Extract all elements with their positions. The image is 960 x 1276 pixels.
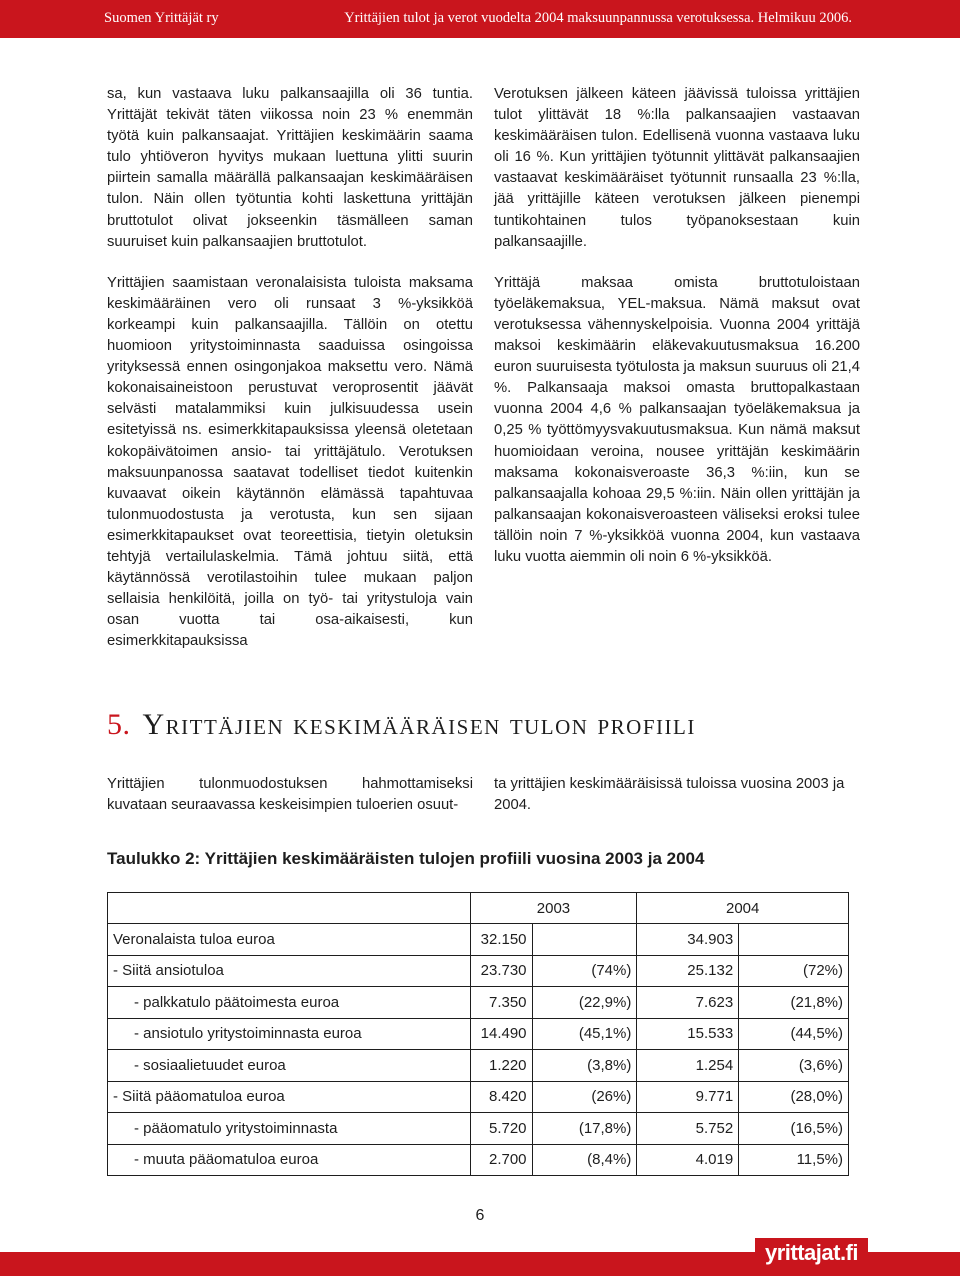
cell-2003-share: (8,4%) <box>532 1144 637 1176</box>
brand-logo[interactable]: yrittajat.fi <box>755 1238 868 1268</box>
section-title: Yrittäjien keskimääräisen tulon profiili <box>142 708 696 741</box>
page-number: 6 <box>475 1207 485 1224</box>
table-row <box>108 1018 849 1050</box>
table-row <box>108 924 849 956</box>
cell-2004-share: (72%) <box>739 955 849 987</box>
column-header-2004: 2004 <box>637 893 849 924</box>
paragraph: Yrittäjien saamistaan veronalaisista tuloista maksama keskimääräinen vero oli runsaat 3 %-yksikköä korkeampi kuin palkansaajilla. Tällöin on otettu huomioon yritystoiminnasta saaduissa osingoissa yrityksessä ennen osingonjakoa maksettu vero. Nämä kokonaisaineistoon perustuvat veroprosentit jäävät selvästi matalammiksi kuin julkisuudessa usein esitetyissä ns. esimerkkitapauksissa yleensä oletetaan kokopäivätoimen ansio- tai yrittäjätulo. Verotuksen maksuunpanossa saatavat todelliset tiedot kuitenkin kuvaavat oikein käytännön elämässä tapahtuvaa tulonmuodostusta ja verotusta, kun sen sijaan esimerkkitapaukset ovat teoreettisia, tietyin oletuksin tehtyjä vertailulaskelmia. Tämä johtuu siitä, että käytännössä verotilastoihin tulee mukaan paljon sellaisia henkilöitä, joilla on työ- tai yritystuloja vain osan vuotta tai osa-aikaisesti, kun esimerkkitapauksissa <box>107 274 473 650</box>
cell-2004-value: 5.752 <box>637 1113 739 1145</box>
cell-2004-share: (44,5%) <box>739 1018 849 1050</box>
cell-2004-share: (3,6%) <box>739 1050 849 1082</box>
section-heading <box>107 708 696 742</box>
table-title: Taulukko 2: Yrittäjien keskimääräisten tulojen profiili vuosina 2003 ja 2004 <box>107 849 705 868</box>
cell-2004-value: 34.903 <box>637 924 739 956</box>
cell-2003-value: 7.350 <box>470 987 532 1019</box>
paragraph: Yrittäjä maksaa omista bruttotuloistaan työeläkemaksua, YEL-maksua. Nämä maksut ovat verotuksessa vähennyskelpoisia. Vuonna 2004 yrittäjä maksoi keskimäärin eläkevakuutusmaksua 16.200 euron suuruisesta työtulosta ja maksun suuruus oli 21,4 %. Palkansaaja maksoi omasta bruttopalkastaan vuonna 2004 4,6 % palkansaajan työeläkemaksua ja 0,25 % työttömyysvakuutusmaksua. Kun nämä maksut huomioidaan veroina, nousee yrittäjän keskimäärin maksama kokonaisveroaste 36,3 %:iin, kun se palkansaajalla kohoaa 29,5 %:iin. Näin ollen yrittäjän ja palkansaajan kokonaisveroasteen väliseksi eroksi tulee tällöin noin 7 %-yksikköä vuonna 2004, kun vastaava luku vuotta aiemmin oli noin 6 %-yksikköä. <box>494 274 860 565</box>
paragraph: sa, kun vastaava luku palkansaajilla oli 36 tuntia. Yrittäjät tekivät täten viikossa noin 23 % enemmän työtä kuin palkansaajat. Yrittäjien keskimäärin saama tulo yhtiöveron hyvitys mukaan luettuna ylitti suurin piirtein samalla määrällä palkansaajan keskimääräisen tulon. Näin ollen työtuntia kohti laskettuna yrittäjän bruttotulot olivat jokseenkin täsmälleen saman suuruiset kuin palkansaajien bruttotulot. <box>107 86 473 250</box>
page-header <box>0 0 960 38</box>
cell-2003-value: 23.730 <box>470 955 532 987</box>
row-label: Veronalaista tuloa euroa <box>108 924 471 956</box>
table-header-row <box>108 893 849 924</box>
cell-2004-share <box>739 924 849 956</box>
cell-2003-share: (74%) <box>532 955 637 987</box>
cell-2004-share: (16,5%) <box>739 1113 849 1145</box>
cell-2003-share: (17,8%) <box>532 1113 637 1145</box>
cell-2004-value: 4.019 <box>637 1144 739 1176</box>
cell-2004-value: 1.254 <box>637 1050 739 1082</box>
text-column-left <box>107 84 473 672</box>
text-column-right <box>494 84 860 588</box>
section-number: 5. <box>107 708 131 741</box>
row-label: - pääomatulo yritystoiminnasta <box>108 1113 471 1145</box>
intro-paragraph-right: ta yrittäjien keskimääräisissä tuloissa vuosina 2003 ja 2004. <box>494 776 845 814</box>
cell-2004-value: 25.132 <box>637 955 739 987</box>
table-row <box>108 1144 849 1176</box>
income-profile-table <box>107 892 849 1176</box>
table-row <box>108 1081 849 1113</box>
cell-2003-share: (45,1%) <box>532 1018 637 1050</box>
column-header-2003: 2003 <box>470 893 637 924</box>
cell-2003-share: (26%) <box>532 1081 637 1113</box>
cell-2003-share: (3,8%) <box>532 1050 637 1082</box>
cell-2003-share: (22,9%) <box>532 987 637 1019</box>
cell-2003-value: 32.150 <box>470 924 532 956</box>
cell-2004-share: (21,8%) <box>739 987 849 1019</box>
header-organization: Suomen Yrittäjät ry <box>104 10 219 26</box>
table-row <box>108 1050 849 1082</box>
row-label: - Siitä pääomatuloa euroa <box>108 1081 471 1113</box>
row-label: - palkkatulo päätoimesta euroa <box>108 987 471 1019</box>
table-row <box>108 987 849 1019</box>
cell-2004-value: 7.623 <box>637 987 739 1019</box>
row-label: - ansiotulo yritystoiminnasta euroa <box>108 1018 471 1050</box>
row-label: - Siitä ansiotuloa <box>108 955 471 987</box>
cell-2003-value: 2.700 <box>470 1144 532 1176</box>
cell-2004-share: 11,5%) <box>739 1144 849 1176</box>
cell-2003-value: 8.420 <box>470 1081 532 1113</box>
row-label: - sosiaalietuudet euroa <box>108 1050 471 1082</box>
paragraph: Verotuksen jälkeen käteen jäävissä tuloissa yrittäjien tulot ylittävät 18 %:lla palkansaajien vastaavan keskimääräisen tulon. Edellisenä vuonna vastaava luku oli 16 %. Kun yrittäjien työtunnit ylittävät palkansaajien vastaavat keskimääräiset työtunnit runsaalla 23 %:lla, jää yrittäjille käteen verotuksen jälkeen pienempi tuntikohtainen tulos työpanoksestaan kuin palkansaajille. <box>494 86 860 250</box>
cell-2004-value: 15.533 <box>637 1018 739 1050</box>
cell-2003-value: 1.220 <box>470 1050 532 1082</box>
cell-2004-value: 9.771 <box>637 1081 739 1113</box>
intro-paragraph-left: Yrittäjien tulonmuodostuksen hahmottamiseksi kuvataan seuraavassa keskeisimpien tuloerien osuut- <box>107 776 473 814</box>
table-row <box>108 1113 849 1145</box>
cell-2003-value: 14.490 <box>470 1018 532 1050</box>
row-label: - muuta pääomatuloa euroa <box>108 1144 471 1176</box>
table-row <box>108 955 849 987</box>
cell-2003-value: 5.720 <box>470 1113 532 1145</box>
header-document-title: Yrittäjien tulot ja verot vuodelta 2004 maksuunpannussa verotuksessa. Helmikuu 2006. <box>344 10 852 26</box>
cell-2004-share: (28,0%) <box>739 1081 849 1113</box>
table-body <box>108 924 849 1176</box>
cell-2003-share <box>532 924 637 956</box>
